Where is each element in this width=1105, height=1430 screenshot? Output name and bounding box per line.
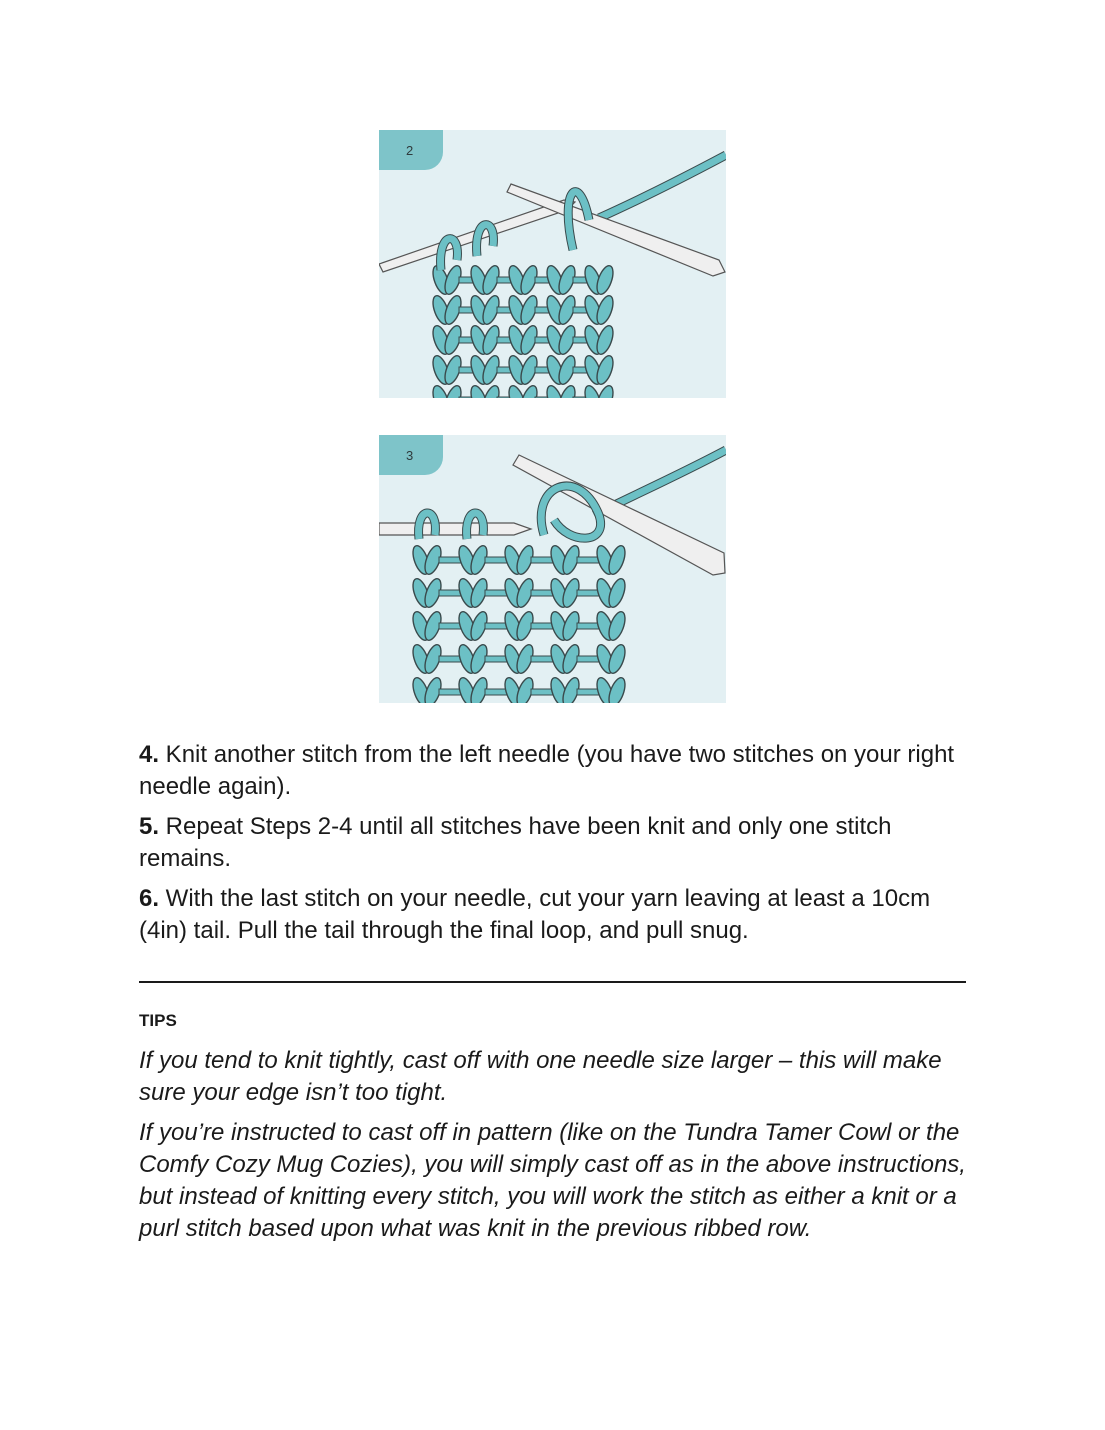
tips-section: [139, 1045, 969, 1253]
step-number: 5.: [139, 813, 160, 840]
section-divider: [139, 981, 966, 983]
figure-number-badge: 2: [379, 130, 443, 170]
step-number: 6.: [139, 885, 160, 912]
tip-item: If you tend to knit tightly, cast off with one needle size larger – this will make sure your edge isn’t too tight.: [139, 1047, 942, 1106]
step-4: [139, 739, 969, 803]
step-text: Repeat Steps 2-4 until all stitches have been knit and only one stitch remains.: [139, 813, 892, 872]
knitting-illustration-step-2: [379, 130, 726, 398]
step-5: [139, 811, 969, 875]
figure-step-3: [379, 435, 726, 703]
figure-step-2: [379, 130, 726, 398]
step-number: 4.: [139, 741, 160, 768]
step-text: With the last stitch on your needle, cut your yarn leaving at least a 10cm (4in) tail. Pull the tail through the final loop, and pull snug.: [139, 885, 931, 944]
instruction-steps: [139, 739, 969, 955]
tip-item: If you’re instructed to cast off in pattern (like on the Tundra Tamer Cowl or the Comfy Cozy Mug Cozies), you will simply cast off as in the above instructions, but instead of knitting every stitch, you will work the stitch as either a knit or a purl stitch based upon what was knit in the previous ribbed row.: [139, 1119, 966, 1242]
step-6: [139, 883, 969, 947]
figure-number-badge: 3: [379, 435, 443, 475]
knitting-illustration-step-3: [379, 435, 726, 703]
tips-heading: TIPS: [139, 1011, 177, 1030]
step-text: Knit another stitch from the left needle (you have two stitches on your right needle again).: [139, 741, 955, 800]
